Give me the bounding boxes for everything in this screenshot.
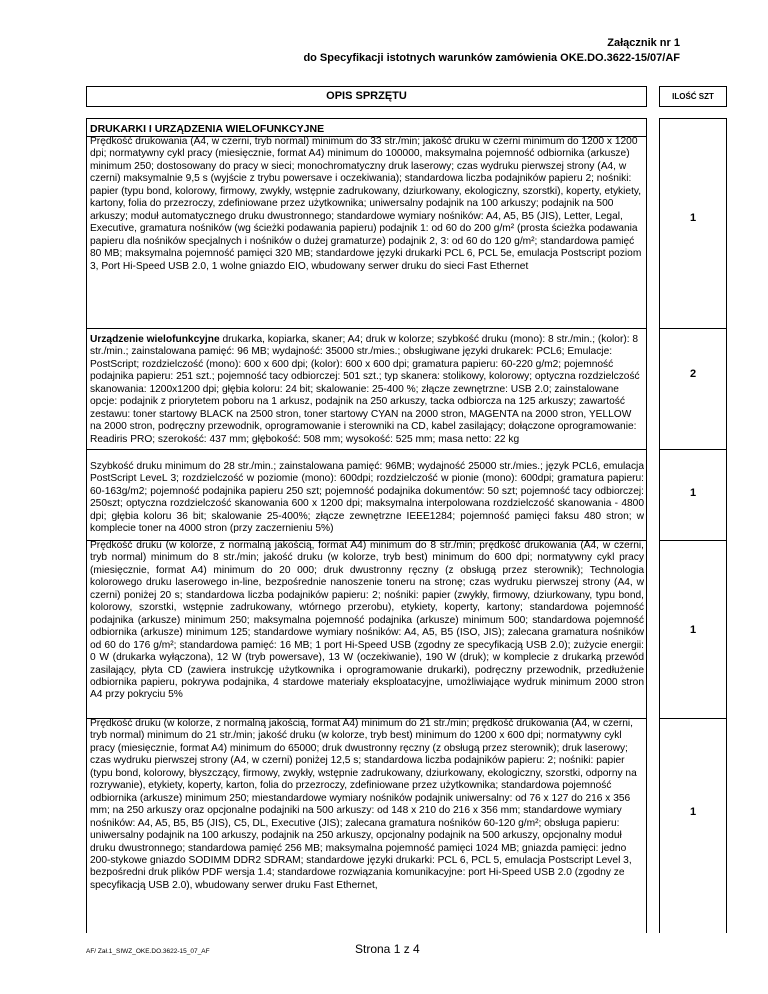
row-divider xyxy=(86,449,647,450)
entry-text: Prędkość drukowania (A4, w czerni, tryb normal) minimum do 33 str./min; jakość druku w czerni minimum do 1200 x 1200 dpi; normatywny cykl pracy (miesięcznie, format A4) minimum do 100000, maksymalna pojemność odbiornika (arkusze) minimum 250; dostosowany do pracy w sieci; monochromatyczny druk laserowy; czas wydruku pierwszej strony (A4, w czerni) maksymalnie 9,5 s (wyjście z trybu powersave i oczekiwania); standardowa liczba podajników papieru 2; nośniki: papier (typu bond, kolorowy, firmowy, zwykły, wstępnie zadrukowany, dziurkowany, ekologiczny, szorstki), koperty, etykiety, kartony, folia do przezroczy, zdefiniowane przez użytkownika; uniwersalny podajnik na 100 arkuszy; podajnik na 500 arkuszy; moduł automatycznego druku dwustronnego; standardowe wymiary nośników: A4, A5, B5 (JIS), Letter, Legal, Executive, gramatura nośników (wg ścieżki podawania papieru) podajnik 1: od 60 do 200 g/m² (prosta ścieżka podawania papieru dla nośników specjalnych i nośników o dużej gramaturze) podajnik 2, 3: od 60 do 120 g/m²; standardowa pamięć 80 MB; maksymalna pojemność pamięci 320 MB; standardowe języki drukarki PCL 6, PCL 5e, emulacja Postscript poziom 3, Port Hi-Speed USB 2.0, 1 wolne gniazdo EIO, wbudowany serwer druku do sieci Fast Ethernet xyxy=(90,136,642,272)
entry-color-laser-printer xyxy=(90,540,644,719)
entry-qty: 1 xyxy=(689,624,697,636)
entry-text: Szybkość druku minimum do 28 str./min.; zainstalowana pamięć: 96MB; wydajność 25000 str./mies.; język PCL6, emulacja PostScript LeveL 3; rozdzielczość w poziomie (mono): 600dpi; rozdzielczość w pionie (mono): 600dpi; gramatura papieru: 60-163g/m2; pojemność podajnika papieru 250 szt; pojemność podajnika dokumentów: 50 szt; pojemność tacy odbiorczej: 250szt; optyczna rozdzielczość skanowania 600 x 1200 dpi; maksymalna interpolowana rozdzielczość skanowania - 4800 dpi; głębia koloru 36 bit; skalowanie 25-400%; złącze zewnętrzne IEEE1284; pojemność pamięci faksu 480 stron; w komplecie toner na 4000 stron (przy zaczernieniu 5%) xyxy=(90,461,644,535)
row-divider-qty xyxy=(659,540,727,541)
row-divider-qty xyxy=(659,718,727,719)
page-number: Strona 1 z 4 xyxy=(355,942,420,956)
entry-mono-multifunction xyxy=(90,461,644,543)
entry-text: drukarka, kopiarka, skaner; A4; druk w kolorze; szybkość druku (mono): 8 str./min.; (kolor): 8 str./min.; zainstalowana pamięć: 96 MB; wydajność: 35000 str./mies.; obsługiwane języki drukarek: PCL6; Emulacje: PostScript; rozdzielczość (mono): 600 x 600 dpi; (kolor): 600 x 600 dpi; gramatura papieru: 60-220 g/m2; pojemność podajnika papieru: 251 szt.; pojemność tacy odbiorczej: 501 szt.; typ skanera: stolikowy, kolorowy; optyczna rozdzielczość skanowania: 1200x1200 dpi; głębia koloru: 24 bit; skalowanie: 25-400 %; złącze zewnętrzne: USB 2.0; zainstalowane opcje: podajnik z priorytetem poboru na 1 arkusz, podajnik na 250 arkuszy, tacka odbiorcza na 125 arkuszy; zawartość zestawu: toner startowy BLACK na 2500 stron, toner startowy CYAN na 2000 stron, MAGENTA na 2000 stron, YELLOW na 2000 stron, podręczny przewodnik, oprogramowanie i sterowniki na CD, kabel zasilający; dołączone oprogramowanie: Readiris PRO; szerokość: 437 mm; głębokość: 508 mm; wysokość: 525 mm; masa netto: 22 kg xyxy=(90,334,640,445)
row-divider xyxy=(86,328,647,329)
entry-text: Prędkość druku (w kolorze, z normalną jakością, format A4) minimum do 21 str./min; prędkość drukowania (A4, w czerni, tryb normal) minimum do 21 str./min; jakość druku (w kolorze, tryb best) minimum do 1200 x 600 dpi; normatywny cykl pracy (miesięcznie, format A4) minimum do 65000; druk dwustronny ręczny (z obsługą przez sterownik); druk laserowy; czas wydruku pierwszej strony (A4, w czerni) poniżej 12,5 s; standardowa liczba podajników papieru: 2; nośniki: papier (typu bond, kolorowy, błyszczący, firmowy, zwykły, wstępnie zadrukowany, dziurkowany, ekologiczny, szorstki, odporny na rozrywanie), etykiety, koperty, karton, folia do przezroczy, zdefiniowane przez użytkownika; standardowa pojemność odbiornika (arkusze) minimum 250; miestandardowe wymiary nośników podajnik uniwersalny: od 76 x 127 do 216 x 356 mm; na 250 arkuszy oraz opcjonalne podajniki na 500 arkuszy: od 148 x 210 do 216 x 356 mm; standardowe wymiary nośników: A4, A5, B5, B5 (JIS), C5, DL, Executive (JIS); zalecana gramatura nośników 60-120 g/m²; obsługa papieru: uniwersalny podajnik na 100 arkuszy, podajnik na 250 arkuszy, opcjonalny podajnik na 500 arkuszy, opcjonalny moduł druku dwustronnego; standardowa pamięć 256 MB; maksymalna pojemność pamięci 1024 MB; gniazda pamięci: jedno 200-stykowe gniazdo SODIMM DDR2 SDRAM; standardowe języki drukarki: PCL 6, PCL 5, emulacja Postscript Level 3, bezpośredni druk plików PDF wersja 1.4; standardowe rozwiązania komunikacyjne: port Hi-Speed USB 2.0 (zgodny ze specyfikacją USB 2.0), wbudowany serwer druku Fast Ethernet, xyxy=(90,718,637,891)
entry-color-laser-printer-network xyxy=(90,718,644,933)
section-title: DRUKARKI I URZĄDZENIA WIELOFUNKCYJNE xyxy=(90,123,325,135)
column-header-description: OPIS SPRZĘTU xyxy=(86,86,647,107)
entry-qty: 1 xyxy=(689,487,697,499)
row-divider-qty xyxy=(659,449,727,450)
entry-qty: 2 xyxy=(689,368,697,380)
entry-text: Prędkość druku (w kolorze, z normalną jakością, format A4) minimum do 8 str./min; prędkość drukowania (A4, w czerni, tryb normal) minimum do 8 str./min; jakość druku (w kolorze, tryb best) minimum do 600 dpi; normatywny cykl pracy (miesięcznie, format A4) minimum do 20 000; druk dwustronny ręczny (z obsługą przez sterownik); Technologia kolorowego druku laserowego in-line, bezpośrednie nanoszenie toneru na stronę; czas wydruku pierwszej strony (A4, w czerni) poniżej 20 s; standardowa liczba podajników papieru: 2; nośniki: papier (zwykły, firmowy, dziurkowany, typu bond, kolorowy, szorstki, wstępnie zadrukowany, wtórnego przerobu), etykiety, koperty, kartony; standardowa pojemność podajnika (arkusze) minimum 250; maksymalna pojemność podajnika (arkusze) minimum 500; standardowa pojemność odbiornika (arkusze) minimum 125; standardowe wymiary nośników: A4, A5, B5 (ISO, JIS); zalecana gramatura nośników od 60 do 176 g/m²; standardowa pamięć: 16 MB; 1 port Hi-Speed USB (zgodny ze specyfikacją USB 2.0); zużycie energii: 0 W (drukarka wyłączona), 12 W (tryb powersave), 13 W (oczekiwanie), 190 W (druk); w komplecie z drukarką przewód zasilający, płyta CD (zawiera instrukcję użytkownika i oprogramowanie drukarki), podręczny przewodnik, przedłużenie odbiornika papieru, pokrywa podajnika, 4 stardowe materiały eksploatacyjne, umożliwiające wydruk minimum 2000 stron A4 przy pokryciu 5% xyxy=(90,540,644,701)
column-header-quantity: ILOŚĆ SZT xyxy=(659,86,727,107)
entry-qty: 1 xyxy=(689,806,697,818)
entry-laser-printer xyxy=(90,136,644,320)
entry-qty: 1 xyxy=(689,212,697,224)
entry-lead: Urządzenie wielofunkcyjne xyxy=(90,334,220,345)
footer-document-id: AF/ Zał.1_SIWZ_OKE.DO.3622-15_07_AF xyxy=(86,948,210,955)
row-divider-qty xyxy=(659,328,727,329)
entry-multifunction-device xyxy=(90,334,644,472)
attachment-number: Załącznik nr 1 xyxy=(607,37,680,49)
specification-reference: do Specyfikacji istotnych warunków zamówienia OKE.DO.3622-15/07/AF xyxy=(303,52,680,64)
